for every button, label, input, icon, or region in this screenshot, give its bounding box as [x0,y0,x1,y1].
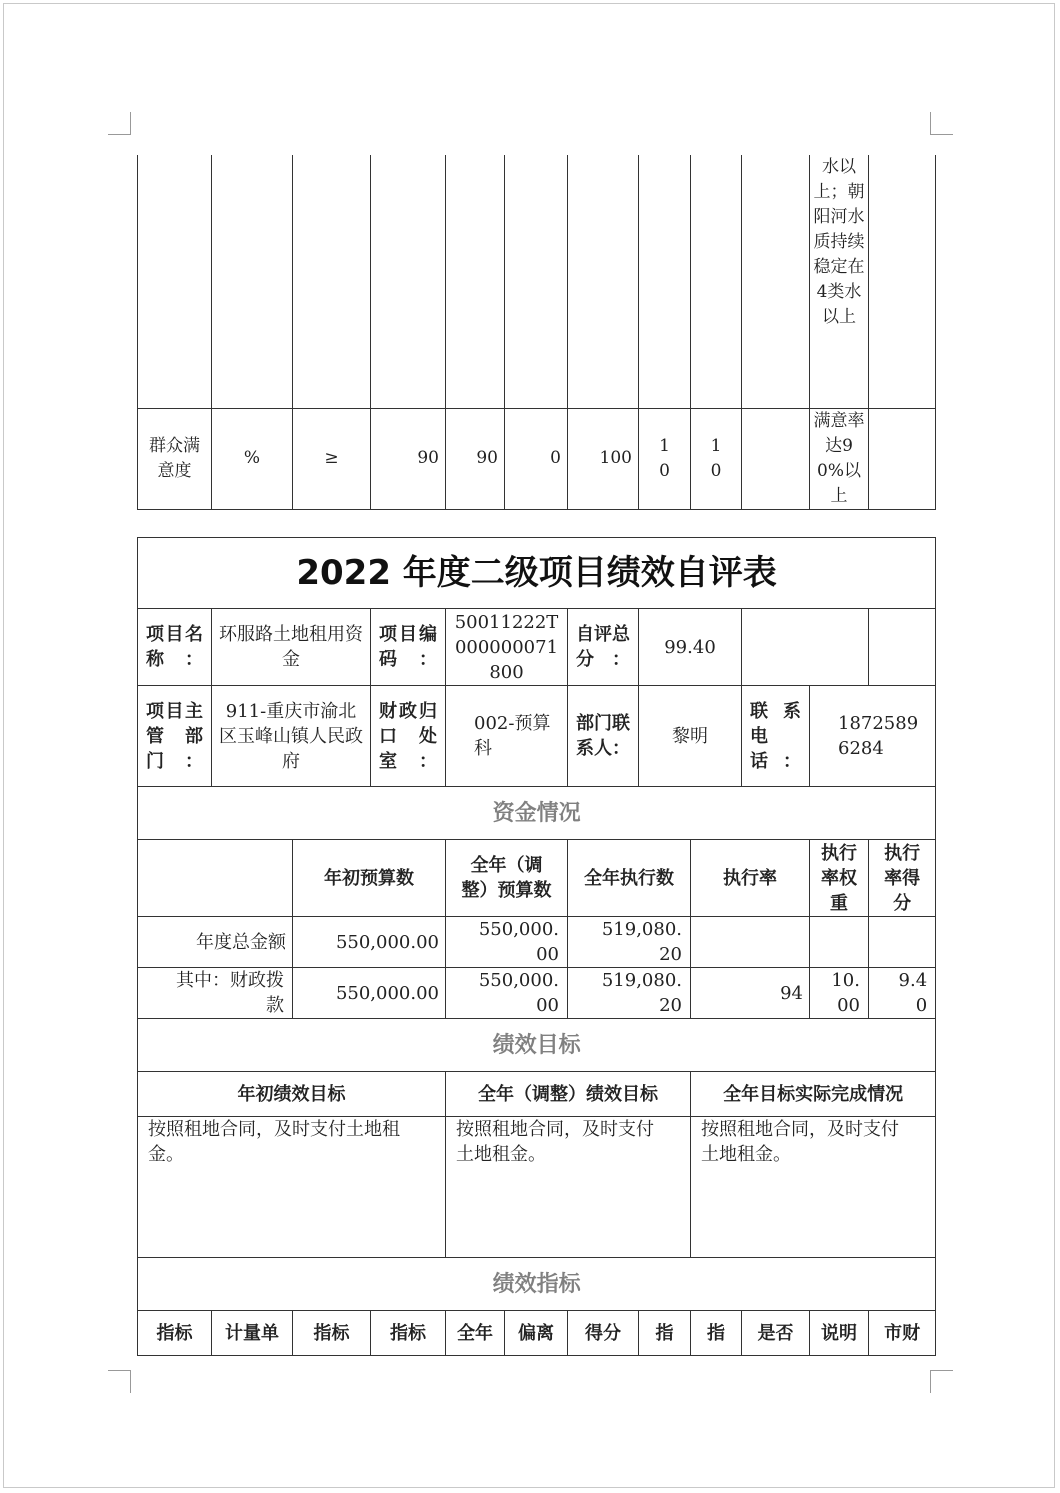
indicator-score-rate: 100 [568,408,639,509]
funds-header-weight: 执行率权重 [810,840,869,917]
indicator-actual: 90 [446,408,505,509]
score-value: 99.40 [639,609,742,686]
indicator-header: 指标 [293,1311,371,1356]
finance-office-value: 002-预算科 [446,686,568,787]
funds-header-initial: 年初预算数 [293,840,446,917]
project-name-label: 项目名称： [138,609,212,686]
indicator-header: 全年 [446,1311,505,1356]
goals-header-adjusted: 全年（调整）绩效目标 [446,1072,691,1117]
contact-value: 黎明 [639,686,742,787]
indicator-weight: 10 [639,408,691,509]
page-title: 2022 年度二级项目绩效自评表 [138,538,936,609]
indicator-header: 是否 [742,1311,810,1356]
indicator-header: 指 [691,1311,742,1356]
indicator-target: 90 [371,408,446,509]
indicator-operator: ≥ [293,408,371,509]
project-info-row [138,609,936,686]
goals-section-heading: 绩效目标 [138,1019,936,1072]
funds-score-value: 9.40 [869,968,936,1019]
project-code-value: 50011222T000000071800 [446,609,568,686]
funds-header-row [138,840,936,917]
goal-adjusted-text: 按照租地合同，及时支付土地租金。 [446,1117,691,1258]
phone-label: 联系电话： [742,686,810,787]
indicator-header: 市财 [869,1311,936,1356]
table-row [138,917,936,968]
funds-header-score: 执行率得分 [869,840,936,917]
crop-mark-bottom-left [108,1370,131,1393]
funds-header-adjusted: 全年（调整）预算数 [446,840,568,917]
funds-row-label: 年度总金额 [138,917,293,968]
goal-actual-text: 按照租地合同，及时支付土地租金。 [691,1117,936,1258]
funds-score-value [869,917,936,968]
indicator-description: 满意率达90%以上 [810,408,869,509]
indicator-header: 偏离 [505,1311,568,1356]
funds-header-rate: 执行率 [691,840,810,917]
funds-weight-value: 10.00 [810,968,869,1019]
funds-header-executed: 全年执行数 [568,840,691,917]
goals-header-row [138,1072,936,1117]
indicator-header: 说明 [810,1311,869,1356]
indicator-table-continued [137,155,936,510]
crop-mark-top-left [108,112,131,135]
project-name-value: 环服路土地租用资金 [212,609,371,686]
indicator-header: 指标 [371,1311,446,1356]
funds-weight-value [810,917,869,968]
phone-value: 18725896284 [810,686,936,787]
self-evaluation-form [137,537,936,1356]
score-label: 自评总分： [568,609,639,686]
funds-executed-value: 519,080.20 [568,968,691,1019]
goals-header-initial: 年初绩效目标 [138,1072,446,1117]
department-label: 项目主管部门： [138,686,212,787]
goals-content-row [138,1117,936,1258]
goal-initial-text: 按照租地合同，及时支付土地租金。 [138,1117,446,1258]
goals-header-actual: 全年目标实际完成情况 [691,1072,936,1117]
funds-initial-value: 550,000.00 [293,968,446,1019]
table-row [138,408,936,509]
indicator-unit: % [212,408,293,509]
crop-mark-top-right [930,112,953,135]
crop-mark-bottom-right [930,1370,953,1393]
funds-initial-value: 550,000.00 [293,917,446,968]
funds-rate-value [691,917,810,968]
department-value: 911-重庆市渝北区玉峰山镇人民政府 [212,686,371,787]
indicator-score: 10 [691,408,742,509]
funds-section-heading: 资金情况 [138,787,936,840]
table-row [138,155,936,408]
indicator-description: 水以上；朝阳河水质持续稳定在4类水以上 [810,155,869,408]
indicator-header: 计量单 [212,1311,293,1356]
department-info-row [138,686,936,787]
indicator-name: 群众满意度 [138,408,212,509]
funds-executed-value: 519,080.20 [568,917,691,968]
indicator-header: 得分 [568,1311,639,1356]
contact-label: 部门联系人： [568,686,639,787]
funds-adjusted-value: 550,000.00 [446,968,568,1019]
indicator-header: 指 [639,1311,691,1356]
indicators-header-row [138,1311,936,1356]
project-code-label: 项目编码： [371,609,446,686]
funds-row-label: 其中：财政拨款 [138,968,293,1019]
funds-rate-value: 94 [691,968,810,1019]
finance-office-label: 财政归口处室： [371,686,446,787]
table-row [138,968,936,1019]
indicators-section-heading: 绩效指标 [138,1258,936,1311]
funds-adjusted-value: 550,000.00 [446,917,568,968]
indicator-deviation: 0 [505,408,568,509]
indicator-header: 指标 [138,1311,212,1356]
